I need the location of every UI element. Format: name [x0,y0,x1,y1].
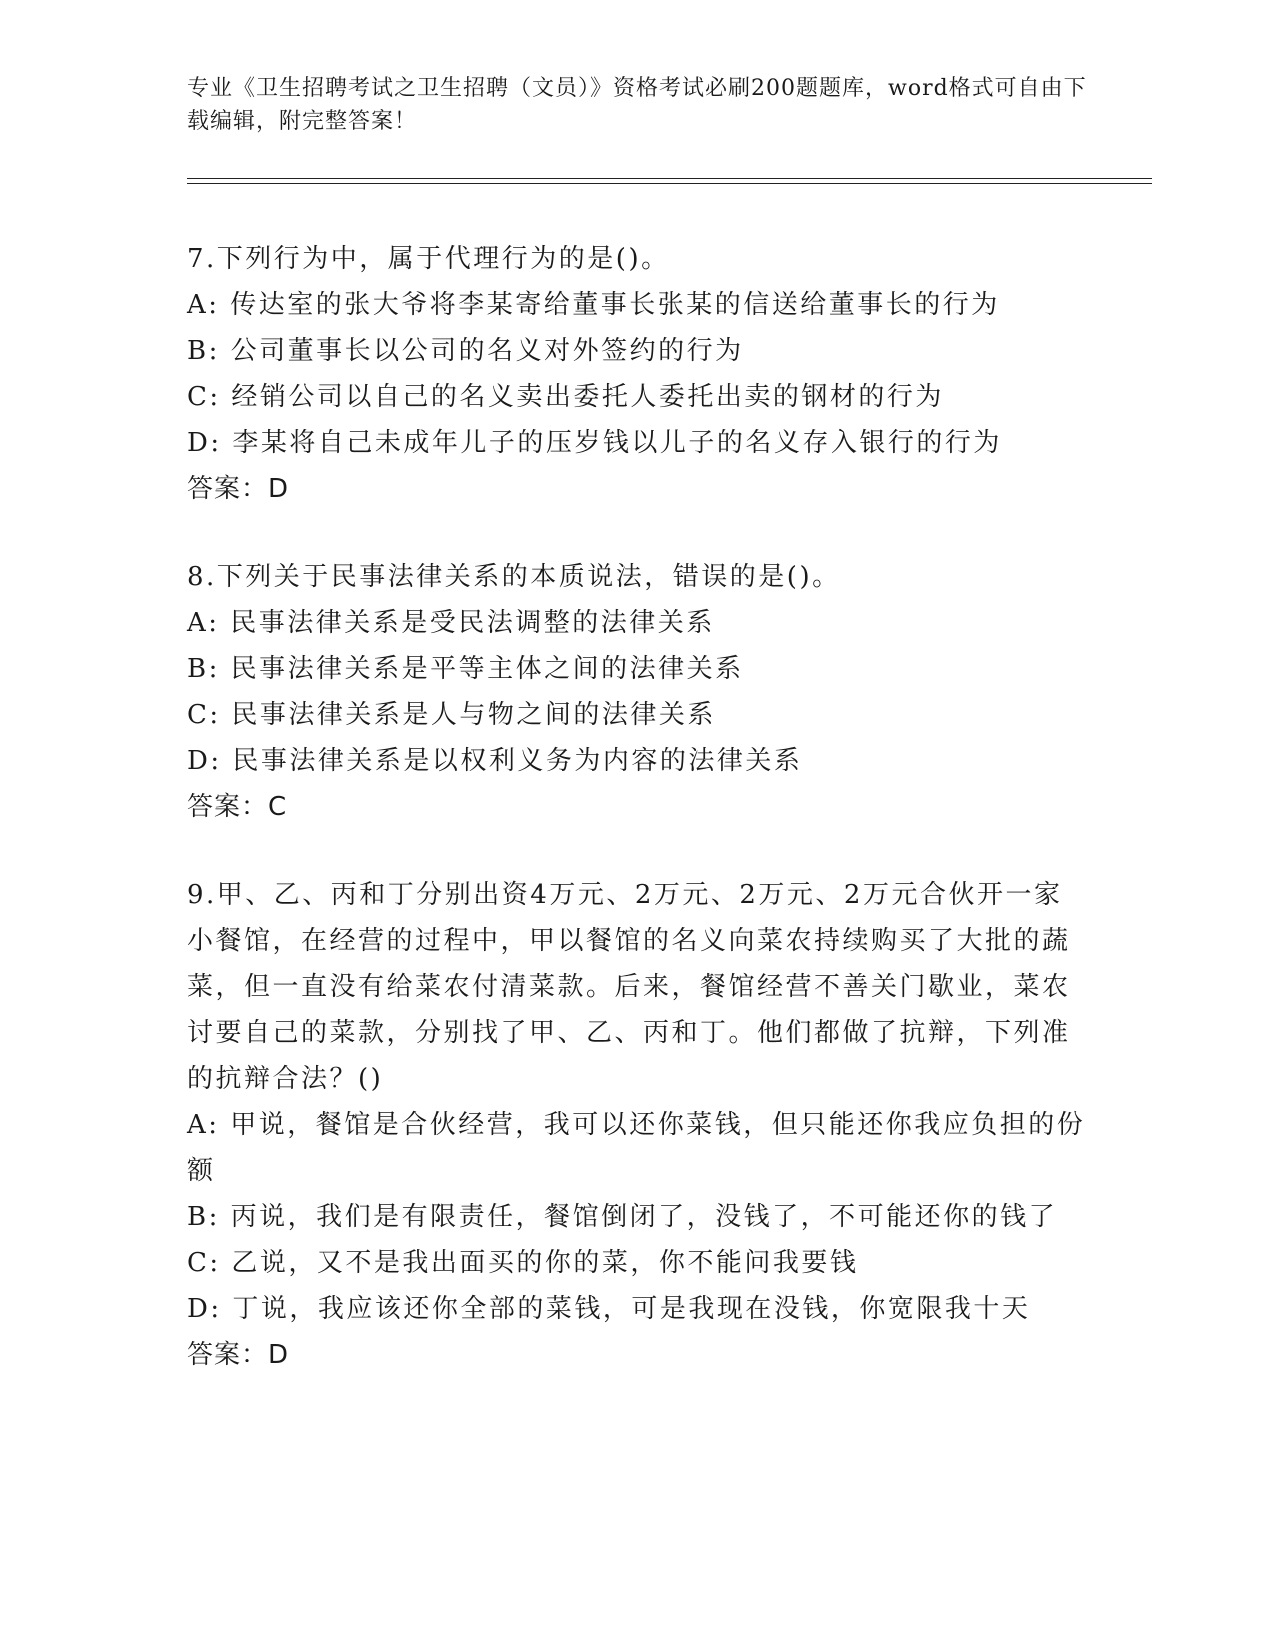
option-d: D: 丁说，我应该还你全部的菜钱，可是我现在没钱，你宽限我十天 [187,1294,1031,1324]
document-header: 专业《卫生招聘考试之卫生招聘（文员）》资格考试必刷200题题库，word格式可自由下载编辑，附完整答案！ [187,76,1087,134]
option-c: C: 经销公司以自己的名义卖出委托人委托出卖的钢材的行为 [187,382,944,412]
option-d: D: 民事法律关系是以权利义务为内容的法律关系 [187,746,803,776]
option-b: B: 民事法律关系是平等主体之间的法律关系 [187,654,744,684]
option-a: A: 民事法律关系是受民法调整的法律关系 [187,608,715,638]
question-stem: 9.甲、乙、丙和丁分别出资4万元、2万元、2万元、2万元合伙开一家小餐馆，在经营的过程中，甲以餐馆的名义向菜农持续购买了大批的蔬菜，但一直没有给菜农付清菜款。后来，餐馆经营不善关门歇业，菜农讨要自己的菜款，分别找了甲、乙、丙和丁。他们都做了抗辩，下列准的抗辩合法？() [187,880,1071,1094]
question-stem: 8.下列关于民事法律关系的本质说法，错误的是()。 [187,562,841,592]
answer-line: 答案：D [187,474,290,504]
option-d: D: 李某将自己未成年儿子的压岁钱以儿子的名义存入银行的行为 [187,428,1002,458]
question-stem: 7.下列行为中，属于代理行为的是()。 [187,244,670,274]
question-8 [187,554,1087,830]
question-7 [187,236,1087,512]
answer-line: 答案：D [187,1340,290,1370]
option-c: C: 民事法律关系是人与物之间的法律关系 [187,700,716,730]
header-double-rule [187,178,1152,184]
option-b: B: 丙说，我们是有限责任，餐馆倒闭了，没钱了，不可能还你的钱了 [187,1202,1058,1232]
option-a: A: 甲说，餐馆是合伙经营，我可以还你菜钱，但只能还你我应负担的份额 [187,1110,1086,1186]
option-a: A: 传达室的张大爷将李某寄给董事长张某的信送给董事长的行为 [187,290,1000,320]
answer-line: 答案：C [187,792,288,822]
option-c: C: 乙说，又不是我出面买的你的菜，你不能问我要钱 [187,1248,859,1278]
option-b: B: 公司董事长以公司的名义对外签约的行为 [187,336,744,366]
question-9 [187,872,1087,1378]
question-list [187,236,1087,1420]
